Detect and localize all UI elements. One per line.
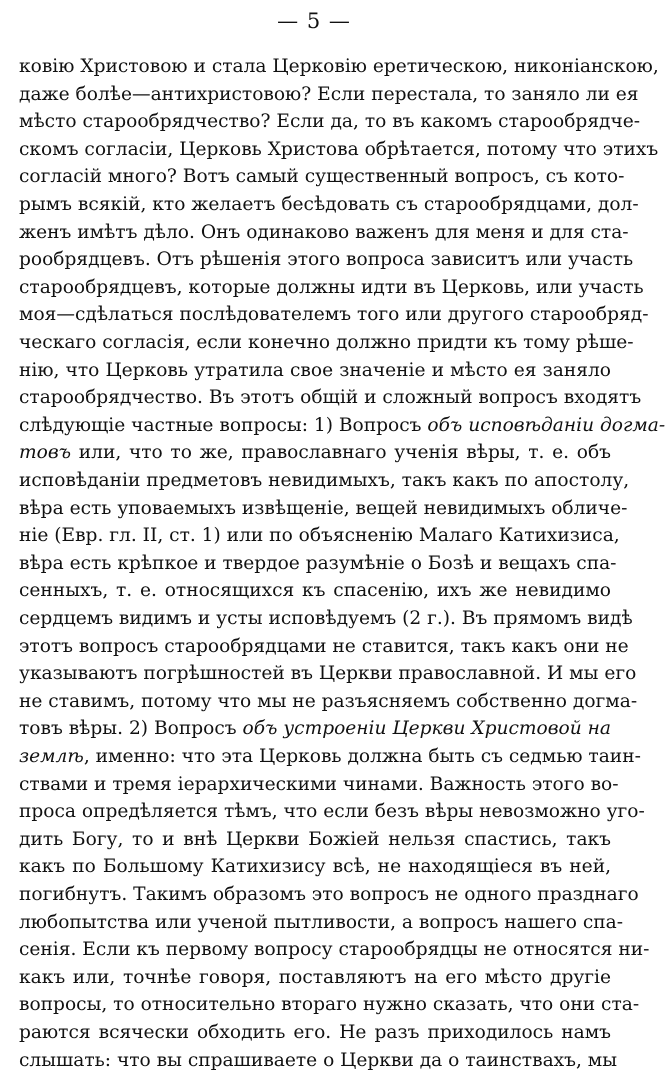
text-line bbox=[19, 632, 629, 662]
page-number: — 5 — bbox=[277, 9, 351, 33]
text-segment: погибнутъ. Такимъ образомъ это вопросъ не одного празднаго bbox=[19, 884, 639, 905]
text-line bbox=[19, 383, 642, 413]
text-segment: исповѣданіи предметовъ невидимыхъ, такъ какъ по апостолу, bbox=[19, 470, 630, 491]
text-line bbox=[19, 135, 659, 165]
text-segment: любопытства или ученой пытливости, а вопросъ нашего спа- bbox=[19, 911, 624, 933]
text-line bbox=[19, 162, 625, 192]
text-line bbox=[19, 576, 611, 606]
text-line bbox=[19, 963, 611, 993]
text-segment: этотъ вопросъ старообрядцами не ставится, такъ какъ они не bbox=[19, 635, 629, 657]
text-segment: указываютъ погрѣшностей въ Церкви православной. И мы его bbox=[19, 663, 637, 685]
text-line bbox=[19, 990, 640, 1020]
text-line bbox=[19, 852, 611, 882]
text-line bbox=[19, 742, 641, 772]
text-line bbox=[19, 908, 624, 938]
text-segment: или, что то же, православнаго ученія вѣры, т. е. объ bbox=[71, 442, 611, 464]
text-segment: даже болѣе—антихристовою? Если перестала, то заняло ли ея bbox=[19, 83, 639, 105]
text-line bbox=[19, 411, 665, 441]
text-segment: мѣсто старообрядчество? Если да, то въ какомъ старообрядче- bbox=[19, 111, 641, 133]
text-line bbox=[19, 1018, 611, 1048]
text-segment: ковію Христовою и стала Церковію еретическою, никоніанскою, bbox=[19, 56, 659, 77]
text-segment: ствами и тремя іерархическими чинами. Важность этого во- bbox=[19, 773, 619, 795]
text-line bbox=[19, 52, 659, 82]
text-line bbox=[19, 80, 639, 110]
text-segment: сенія. Если къ первому вопросу старообрядцы не относятся ни- bbox=[19, 939, 650, 961]
text-segment: какъ или, точнѣе говоря, поставляютъ на его мѣсто другіе bbox=[19, 966, 611, 988]
text-line bbox=[19, 797, 645, 827]
text-line bbox=[19, 438, 611, 468]
text-segment: вѣра есть крѣпкое и твердое разумѣніе о Бозѣ и вещахъ спа- bbox=[19, 552, 617, 574]
text-line bbox=[19, 273, 644, 303]
text-segment: слѣдующіе частные вопросы: 1) Вопросъ bbox=[19, 414, 428, 436]
text-segment: старообрядчество. Въ этотъ общій и сложный вопросъ входятъ bbox=[19, 387, 642, 409]
text-segment: слышать: что вы спрашиваете о Церкви да о таинствахъ, мы bbox=[19, 1049, 618, 1071]
text-segment: товъ вѣры. 2) Вопросъ bbox=[19, 718, 243, 740]
text-line bbox=[19, 300, 649, 330]
text-line bbox=[19, 356, 611, 386]
text-segment: сердцемъ видимъ и усты исповѣдуемъ (2 г.). Въ прямомъ видѣ bbox=[19, 608, 633, 629]
italic-text: землѣ bbox=[19, 746, 84, 767]
text-line bbox=[19, 880, 639, 910]
text-line bbox=[19, 466, 630, 496]
text-line bbox=[19, 1046, 618, 1076]
text-segment: вопросы, то относительно втораго нужно сказать, что они ста- bbox=[19, 994, 640, 1016]
text-line bbox=[19, 107, 641, 137]
text-line bbox=[19, 190, 639, 220]
text-segment: согласій много? Вотъ самый существенный вопросъ, съ кото- bbox=[19, 166, 625, 188]
text-segment: женъ имѣтъ дѣло. Онъ одинаково важенъ для меня и для ста- bbox=[19, 221, 629, 243]
text-segment: не ставимъ, потому что мы не разъясняемъ собственно догма- bbox=[19, 690, 638, 712]
text-line bbox=[19, 770, 619, 800]
text-line bbox=[19, 218, 629, 248]
text-segment: старообрядцевъ, которые должны идти въ Церковь, или участь bbox=[19, 276, 644, 298]
text-segment: , именно: что эта Церковь должна быть съ седмью таин- bbox=[83, 746, 641, 767]
text-segment: ческаго согласія, если конечно должно придти къ тому рѣше- bbox=[19, 332, 634, 353]
text-segment: проса опредѣляется тѣмъ, что если безъ вѣры невозможно уго- bbox=[19, 801, 645, 823]
text-segment: ніе (Евр. гл. II, ст. 1) или по объясненію Малаго Катихизиса, bbox=[19, 525, 620, 547]
italic-text: товъ bbox=[19, 442, 72, 464]
text-segment: рымъ всякій, кто желаетъ бесѣдовать съ старообрядцами, дол- bbox=[19, 194, 639, 215]
text-line bbox=[19, 935, 650, 965]
text-segment: скомъ согласіи, Церковь Христова обрѣтается, потому что этихъ bbox=[19, 138, 659, 160]
text-segment: раются всячески обходить его. Не разъ приходилось намъ bbox=[19, 1022, 611, 1043]
text-segment: дить Богу, то и внѣ Церкви Божіей нельзя спастись, такъ bbox=[19, 828, 611, 850]
italic-text: объ устроеніи Церкви Христовой на bbox=[242, 718, 611, 740]
italic-text: объ исповѣданіи догма- bbox=[427, 414, 665, 436]
text-line bbox=[19, 328, 634, 358]
text-line bbox=[19, 687, 638, 717]
text-line bbox=[19, 659, 637, 689]
text-line bbox=[19, 825, 611, 855]
text-segment: рообрядцевъ. Отъ рѣшенія этого вопроса зависитъ или участь bbox=[19, 249, 634, 271]
text-line bbox=[19, 245, 634, 275]
text-line bbox=[19, 549, 617, 579]
text-line bbox=[19, 604, 633, 634]
text-line bbox=[19, 521, 620, 551]
text-segment: вѣра есть уповаемыхъ извѣщеніе, вещей невидимыхъ обличе- bbox=[19, 497, 628, 519]
text-line bbox=[19, 714, 611, 744]
text-segment: нію, что Церковь утратила свое значеніе и мѣсто ея заняло bbox=[19, 359, 611, 381]
text-segment: сенныхъ, т. е. относящихся къ спасенію, ихъ же невидимо bbox=[19, 580, 611, 602]
text-segment: какъ по Большому Катихизису всѣ, не находящіеся въ ней, bbox=[19, 856, 611, 878]
text-line bbox=[19, 494, 628, 524]
text-segment: моя—сдѣлаться послѣдователемъ того или другого старообряд- bbox=[19, 304, 649, 326]
